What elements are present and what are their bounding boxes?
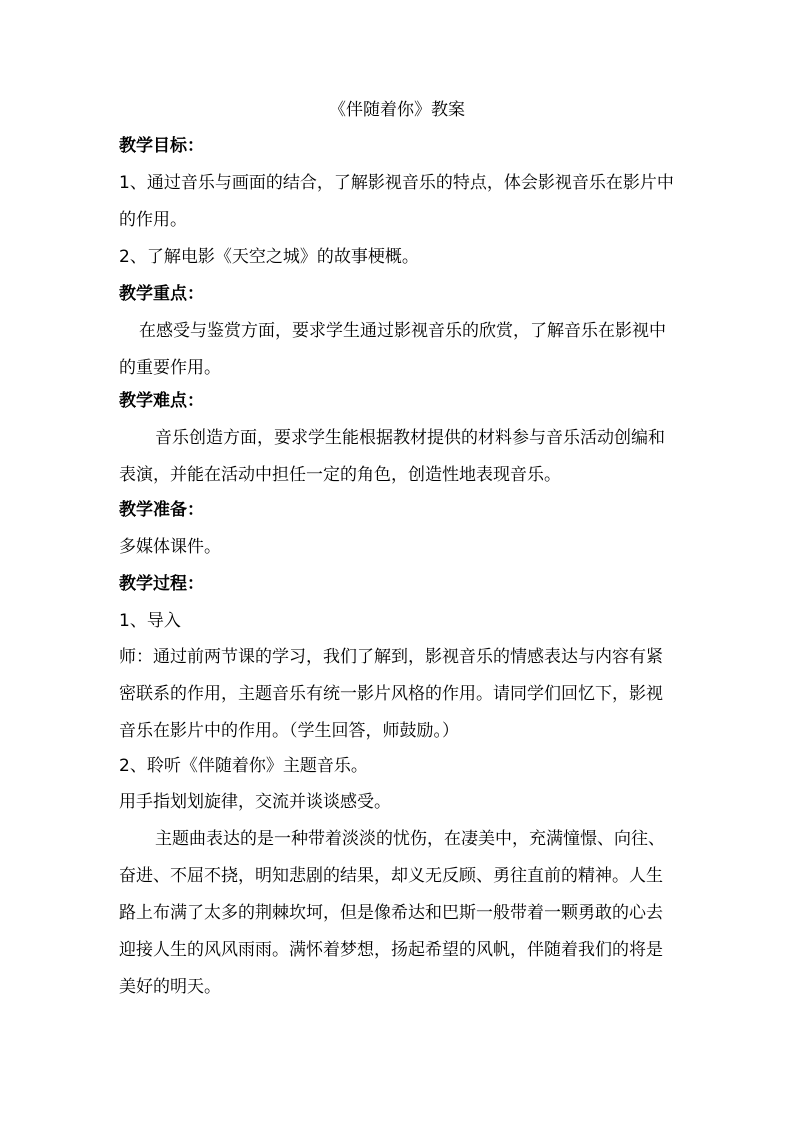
objectives-item-1: 1、通过音乐与画面的结合，了解影视音乐的特点，体会影视音乐在影片中的作用。 <box>119 173 674 230</box>
objectives-item-2: 2、了解电影《天空之城》的故事梗概。 <box>119 247 419 267</box>
document-title: 《伴随着你》教案 <box>329 100 465 120</box>
preparation-heading: 教学准备： <box>119 500 204 520</box>
process-teacher-text: 师：通过前两节课的学习，我们了解到，影视音乐的情感表达与内容有紧密联系的作用，主题音乐有统一影片风格的作用。请同学们回忆下，影视音乐在影片中的作用。（学生回答，师鼓励。） <box>119 647 663 741</box>
process-heading: 教学过程： <box>119 574 204 594</box>
process-step-2-detail: 用手指划划旋律，交流并谈谈感受。 <box>119 792 391 812</box>
process-step-1: 1、导入 <box>119 611 181 631</box>
difficulties-text: 音乐创造方面，要求学生能根据教材提供的材料参与音乐活动创编和表演，并能在活动中担任一定的角色，创造性地表现音乐。 <box>119 428 665 485</box>
theme-description-text: 主题曲表达的是一种带着淡淡的忧伤，在凄美中，充满憧憬、向往、奋进、不屈不挠，明知悲剧的结果，却义无反顾、勇往直前的精神。人生路上布满了太多的荆棘坎坷，但是像希达和巴斯一般带着一颗勇敢的心去迎接人生的风风雨雨。满怀着梦想，扬起希望的风帆，伴随着我们的将是美好的明天。 <box>119 829 665 997</box>
key-points-text: 在感受与鉴赏方面，要求学生通过影视音乐的欣赏，了解音乐在影视中的重要作用。 <box>119 321 666 378</box>
key-points-heading: 教学重点： <box>119 284 204 304</box>
preparation-text: 多媒体课件。 <box>119 537 221 557</box>
process-step-2: 2、聆听《伴随着你》主题音乐。 <box>119 756 368 776</box>
objectives-heading: 教学目标： <box>119 136 204 156</box>
difficulties-heading: 教学难点： <box>119 391 204 411</box>
